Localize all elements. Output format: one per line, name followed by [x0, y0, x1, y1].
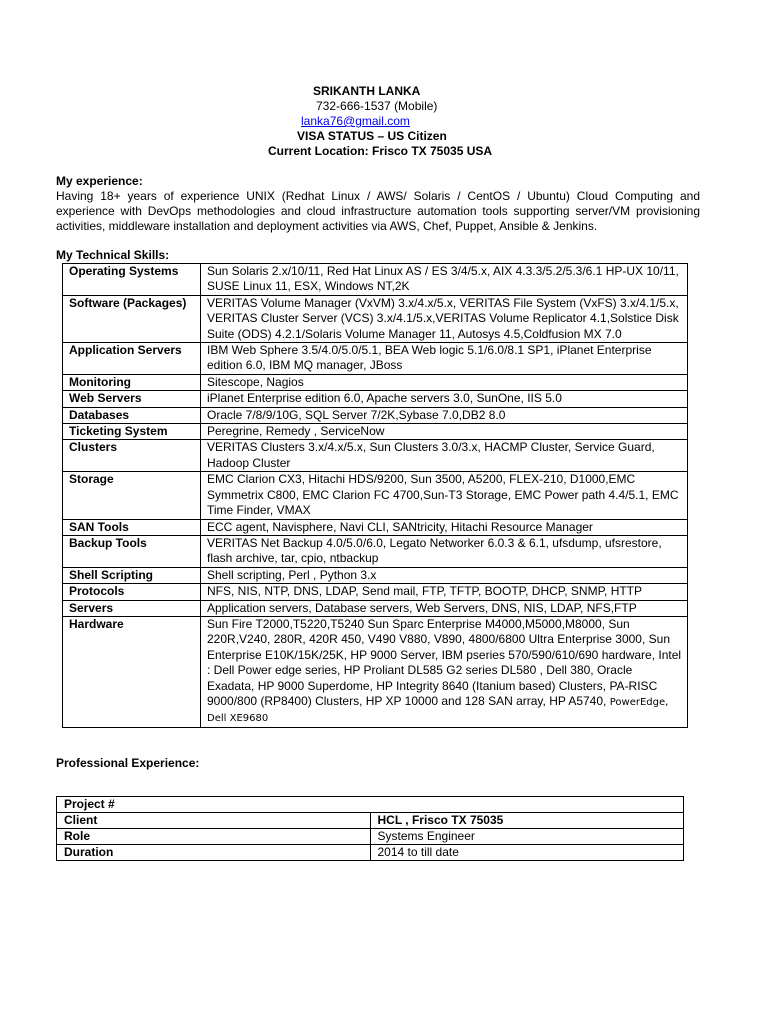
candidate-phone: 732-666-1537 (Mobile) — [316, 99, 438, 113]
table-row — [63, 264, 688, 296]
experience-paragraph: Having 18+ years of experience UNIX (Redhat Linux / AWS/ Solaris / CentOS / Ubuntu) Cloud Computing and experience with DevOps methodologies and cloud infrastructure automation tools supporting server/VM provisioning activities, middleware installation and deployment activities via AWS, Chef, Puppet, Ansible & Jenkins. — [56, 189, 700, 233]
skill-details: Oracle 7/8/9/10G, SQL Server 7/2K,Sybase 7.0,DB2 8.0 — [201, 407, 688, 423]
table-row — [63, 440, 688, 472]
skill-details: IBM Web Sphere 3.5/4.0/5.0/5.1, BEA Web logic 5.1/6.0/8.1 SP1, iPlanet Enterprise edition 6.0, IBM MQ manager, JBoss — [201, 343, 688, 375]
skill-category: Servers — [63, 600, 201, 616]
project-role-value: Systems Engineer — [370, 829, 684, 845]
hardware-details-text: Sun Fire T2000,T5220,T5240 Sun Sparc Enterprise M4000,M5000,M8000, Sun 220R,V240, 280R, 420R 450, V490 V880, V890, 4800/6800 Ultra Enterprise 3000, Sun Enterprise E10K/15K/25K, HP 9000 Server, IBM pseries 570/590/610/690 hardware, Intel : Dell Power edge series, HP Proliant DL585 G2 series DL580 , Dell 380, Oracle Exadata, HP 9000 Superdome, HP Integrity 8640 (Itanium based) Clusters, PA-RISC 9000/800 (RP8400) Clusters, HP XP 10000 and 128 SAN array, HP A5740, — [207, 616, 682, 708]
skill-details: Shell scripting, Perl , Python 3.x — [201, 567, 688, 583]
skill-category: SAN Tools — [63, 519, 201, 535]
skill-category: Software (Packages) — [63, 295, 201, 342]
table-row — [57, 829, 684, 845]
skill-category: Operating Systems — [63, 264, 201, 296]
table-row — [63, 535, 688, 567]
skill-category: Protocols — [63, 584, 201, 600]
skill-details: EMC Clarion CX3, Hitachi HDS/9200, Sun 3500, A5200, FLEX-210, D1000,EMC Symmetrix C800, EMC Clarion FC 4700,Sun-T3 Storage, EMC Power path 4.4/5.1, EMC Time Finder, VMAX — [201, 472, 688, 519]
skill-category: Storage — [63, 472, 201, 519]
project-field-label: Duration — [57, 845, 371, 861]
skill-details: Application servers, Database servers, Web Servers, DNS, NIS, LDAP, NFS,FTP — [201, 600, 688, 616]
skill-category: Shell Scripting — [63, 567, 201, 583]
candidate-email-link[interactable]: lanka76@gmail.com — [301, 114, 410, 128]
skill-category: Hardware — [63, 616, 201, 727]
skill-details: iPlanet Enterprise edition 6.0, Apache servers 3.0, SunOne, IIS 5.0 — [201, 391, 688, 407]
skill-category: Clusters — [63, 440, 201, 472]
table-row — [63, 343, 688, 375]
project-table — [56, 796, 684, 861]
skill-category: Backup Tools — [63, 535, 201, 567]
table-row — [57, 845, 684, 861]
candidate-name: SRIKANTH LANKA — [313, 84, 421, 98]
skill-details — [201, 616, 688, 727]
professional-experience-heading: Professional Experience: — [56, 756, 200, 770]
visa-status: VISA STATUS – US Citizen — [297, 129, 447, 143]
project-client-value: HCL , Frisco TX 75035 — [370, 813, 684, 829]
table-row — [63, 407, 688, 423]
technical-skills-table — [62, 263, 688, 728]
skill-category: Monitoring — [63, 374, 201, 390]
project-field-label: Client — [57, 813, 371, 829]
experience-heading: My experience: — [56, 174, 143, 188]
table-row — [63, 584, 688, 600]
current-location: Current Location: Frisco TX 75035 USA — [268, 144, 493, 158]
table-row — [63, 519, 688, 535]
table-row — [57, 797, 684, 813]
project-number-label: Project # — [57, 797, 684, 813]
skill-details: VERITAS Net Backup 4.0/5.0/6.0, Legato Networker 6.0.3 & 6.1, ufsdump, ufsrestore, flash archive, tar, cpio, ntbackup — [201, 535, 688, 567]
skill-details: Sitescope, Nagios — [201, 374, 688, 390]
table-row — [63, 616, 688, 727]
table-row — [63, 600, 688, 616]
skill-category: Application Servers — [63, 343, 201, 375]
skill-details: Peregrine, Remedy , ServiceNow — [201, 424, 688, 440]
project-duration-value: 2014 to till date — [370, 845, 684, 861]
table-row — [63, 374, 688, 390]
skill-details: NFS, NIS, NTP, DNS, LDAP, Send mail, FTP, TFTP, BOOTP, DHCP, SNMP, HTTP — [201, 584, 688, 600]
table-row — [63, 424, 688, 440]
table-row — [63, 391, 688, 407]
hardware-details-suffix: PowerEdge, Dell XE9680 — [207, 696, 669, 725]
skill-details: VERITAS Clusters 3.x/4.x/5.x, Sun Clusters 3.0/3.x, HACMP Cluster, Service Guard, Hadoop Cluster — [201, 440, 688, 472]
skill-details: Sun Solaris 2.x/10/11, Red Hat Linux AS / ES 3/4/5.x, AIX 4.3.3/5.2/5.3/6.1 HP-UX 10/11, SUSE Linux 11, ESX, Windows NT,2K — [201, 264, 688, 296]
table-row — [63, 567, 688, 583]
table-row — [63, 295, 688, 342]
skill-category: Ticketing System — [63, 424, 201, 440]
table-row — [57, 813, 684, 829]
skill-details: VERITAS Volume Manager (VxVM) 3.x/4.x/5.x, VERITAS File System (VxFS) 3.x/4.1/5.x, VERITAS Cluster Server (VCS) 3.x/4.1/5.x,VERITAS Volume Replicator 4.1,Solstice Disk Suite (ODS) 4.2.1/Solaris Volume Manager 11, Autosys 4.5,Coldfusion MX 7.0 — [201, 295, 688, 342]
skills-heading: My Technical Skills: — [56, 248, 170, 262]
skill-details: ECC agent, Navisphere, Navi CLI, SANtricity, Hitachi Resource Manager — [201, 519, 688, 535]
skill-category: Web Servers — [63, 391, 201, 407]
table-row — [63, 472, 688, 519]
skill-category: Databases — [63, 407, 201, 423]
project-field-label: Role — [57, 829, 371, 845]
